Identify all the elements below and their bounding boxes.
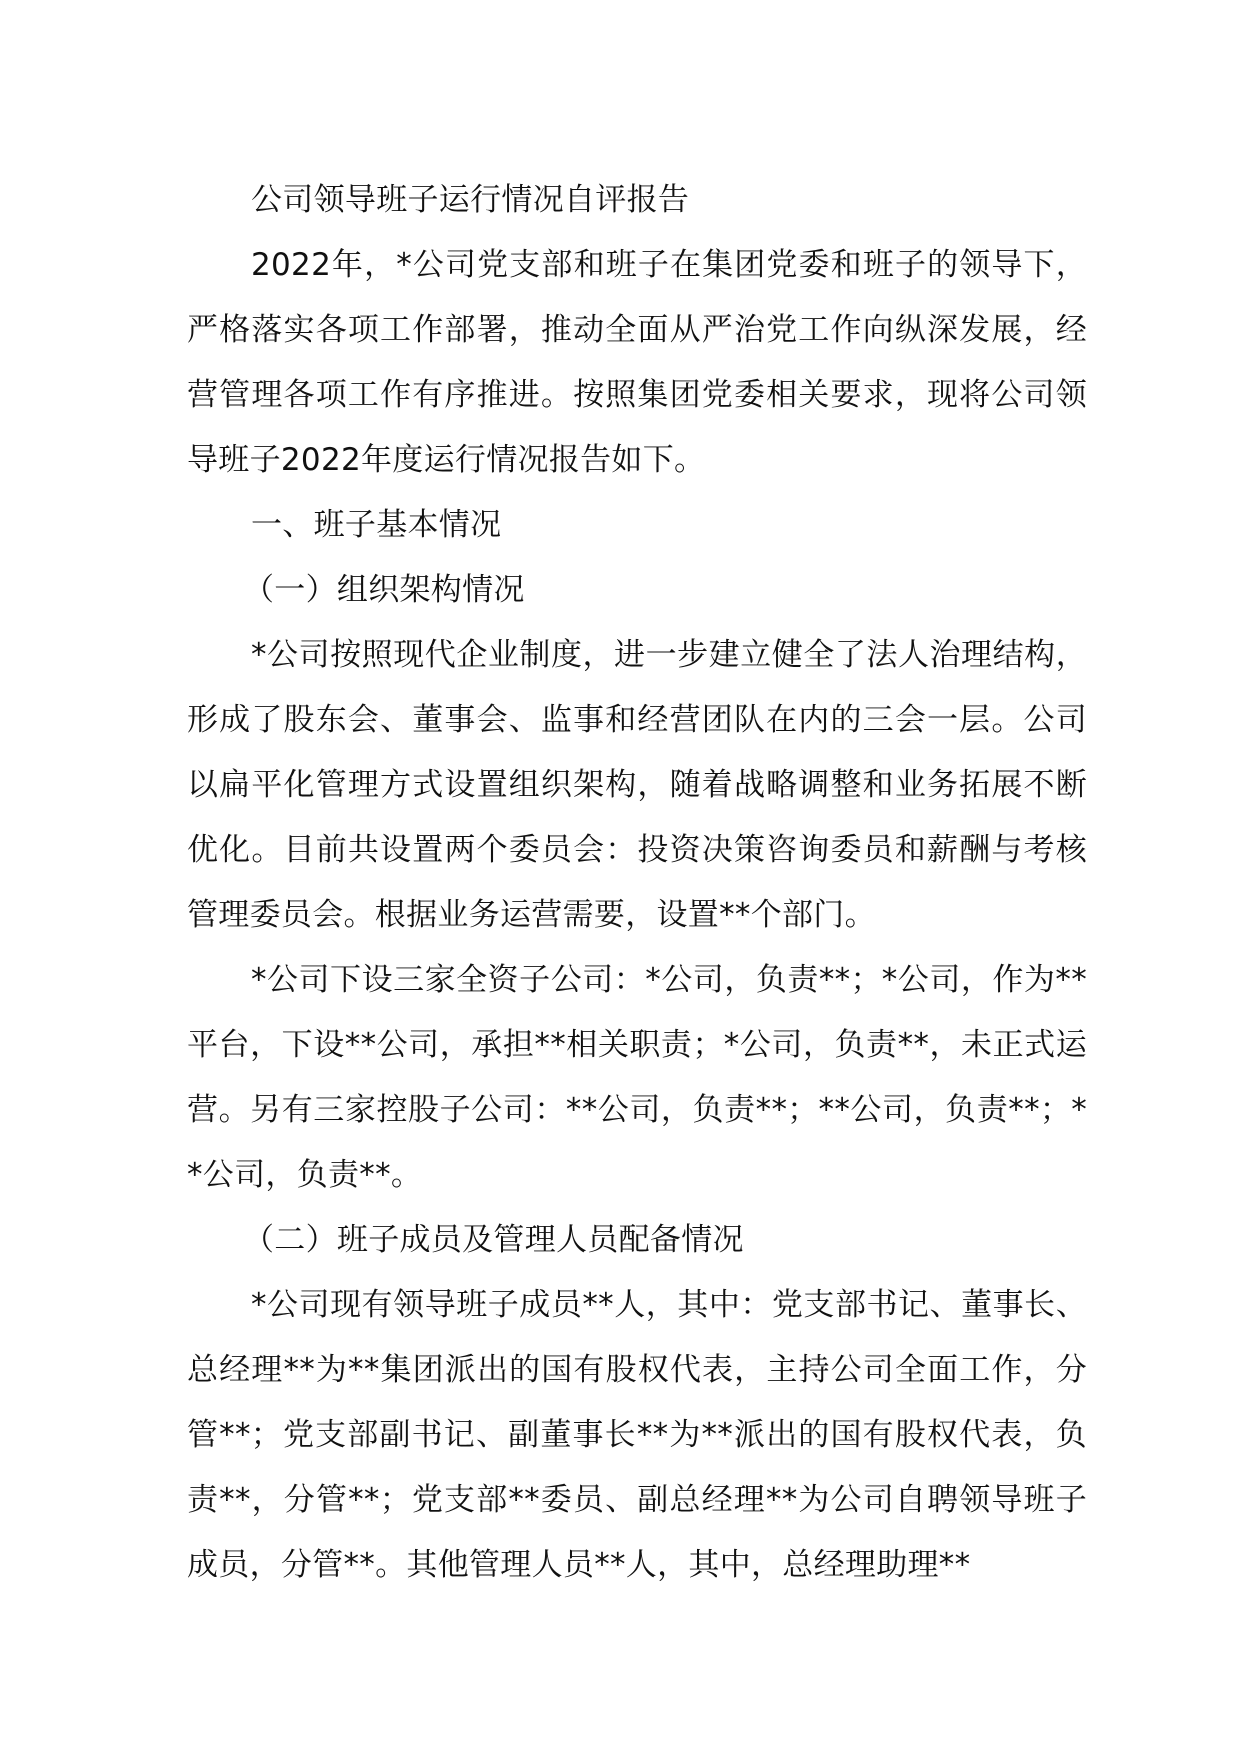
subsidiaries-paragraph: *公司下设三家全资子公司：*公司，负责**；*公司，作为**平台，下设**公司，承担**相关职责；*公司，负责**，未正式运营。另有三家控股子公司：**公司，负责**；**公司，负责**；**公司，负责**。 xyxy=(187,962,1087,1193)
subsection-heading-org-structure: （一）组织架构情况 xyxy=(243,572,525,608)
org-structure-paragraph: *公司按照现代企业制度，进一步建立健全了法人治理结构，形成了股东会、董事会、监事和经营团队在内的三会一层。公司以扁平化管理方式设置组织架构，随着战略调整和业务拓展不断优化。目前共设置两个委员会：投资决策咨询委员和薪酬与考核管理委员会。根据业务运营需要，设置**个部门。 xyxy=(187,637,1087,933)
subsection-heading-staffing: （二）班子成员及管理人员配备情况 xyxy=(243,1222,744,1258)
section-heading-basic-situation: 一、班子基本情况 xyxy=(251,507,502,543)
document-body xyxy=(187,168,1087,1598)
staffing-paragraph: *公司现有领导班子成员**人，其中：党支部书记、董事长、总经理**为**集团派出的国有股权代表，主持公司全面工作，分管**；党支部副书记、副董事长**为**派出的国有股权代表，负责**，分管**；党支部**委员、副总经理**为公司自聘领导班子成员，分管**。其他管理人员**人，其中，总经理助理** xyxy=(187,1287,1087,1583)
document-title: 公司领导班子运行情况自评报告 xyxy=(251,182,690,218)
intro-paragraph: 2022年，*公司党支部和班子在集团党委和班子的领导下，严格落实各项工作部署，推动全面从严治党工作向纵深发展，经营管理各项工作有序推进。按照集团党委相关要求，现将公司领导班子2022年度运行情况报告如下。 xyxy=(187,247,1087,478)
